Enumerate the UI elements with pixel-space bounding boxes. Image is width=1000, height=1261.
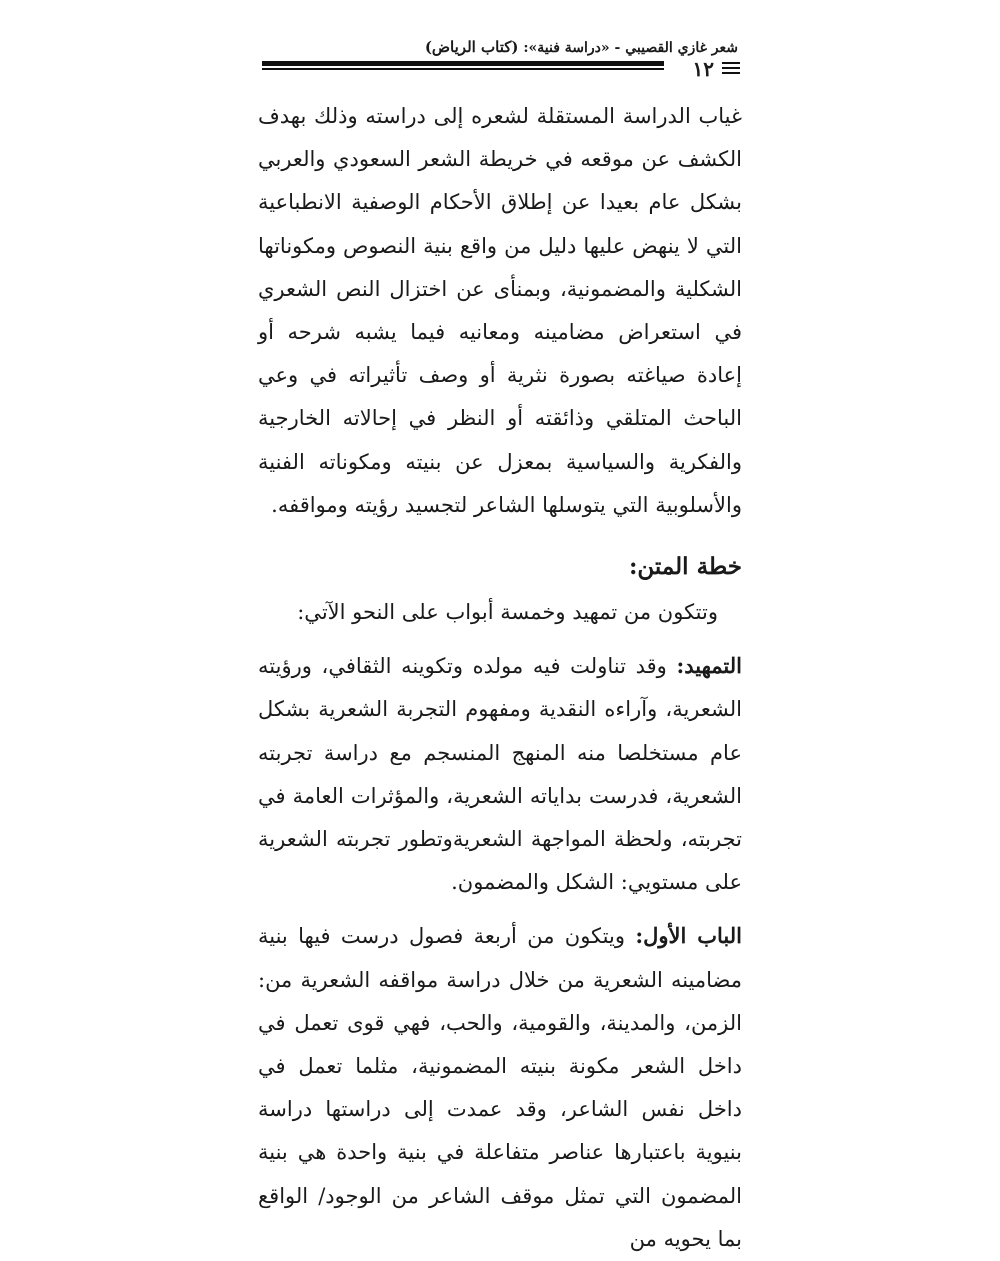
- bab-one-text: ويتكون من أربعة فصول درست فيها بنية مضامينه الشعرية من خلال دراسة مواقفه الشعرية من: الزمن، والمدينة، والقومية، والحب، فهي قوى تعمل في داخل الشعر مكونة بنيته المضمونية، مثلما تعمل في داخل نفس الشاعر، وقد عمدت إلى دراستها دراسة بنيوية باعتبارها عناصر متفاعلة في بنية واحدة هي بنية المضمون التي تمثل موقف الشاعر من الوجود/ الواقع بما يحويه من: [258, 924, 742, 1251]
- tamheed-text: وقد تناولت فيه مولده وتكوينه الثقافي، ورؤيته الشعرية، وآراءه النقدية ومفهوم التجربة الشعرية بشكل عام مستخلصا منه المنهج المنسجم مع دراسة تجربته الشعرية، فدرست بداياته الشعرية، والمؤثرات العامة في تجربته، ولحظة المواجهة الشعريةوتطور تجربته الشعرية على مستويي: الشكل والمضمون.: [258, 654, 742, 895]
- running-header: [262, 36, 740, 96]
- page-number: ١٢: [692, 57, 714, 81]
- tamheed-label: التمهيد:: [676, 653, 742, 679]
- bab-one-label: الباب الأول:: [635, 923, 742, 949]
- bab-one-paragraph: [258, 914, 742, 1261]
- page-number-ornament: [722, 67, 740, 69]
- header-rule-thick: [262, 61, 664, 66]
- page-number-box: [668, 56, 740, 82]
- section-heading: خطة المتن:: [628, 553, 742, 581]
- page-number-ornament: [722, 62, 740, 64]
- plan-intro-paragraph: وتتكون من تمهيد وخمسة أبواب على النحو الآتي:: [297, 600, 718, 625]
- page-number-ornament: [722, 72, 740, 74]
- publisher-label: (كتاب الرياض): [424, 38, 519, 56]
- page-body: [258, 95, 742, 1261]
- tamheed-paragraph: [258, 644, 742, 904]
- header-rule-thin: [262, 68, 664, 70]
- intro-paragraph: غياب الدراسة المستقلة لشعره إلى دراسته وذلك بهدف الكشف عن موقعه في خريطة الشعر السعودي والعربي بشكل عام بعيدا عن إطلاق الأحكام الوصفية الانطباعية التي لا ينهض عليها دليل من واقع بنية النصوص ومكوناتها الشكلية والمضمونية، وبمنأى عن اختزال النص الشعري في استعراض مضامينه ومعانيه فيما يشبه شرحه أو إعادة صياغته بصورة نثرية أو وصف تأثيراته في وعي الباحث المتلقي وذائقته أو النظر في إحالاته الخارجية والفكرية والسياسية بمعزل عن بنيته ومكوناته الفنية والأسلوبية التي يتوسلها الشاعر لتجسيد رؤيته ومواقفه.: [258, 104, 742, 517]
- running-title: [425, 38, 738, 56]
- running-title-text: شعر غازي القصيبي - «دراسة فنية»:: [523, 40, 738, 56]
